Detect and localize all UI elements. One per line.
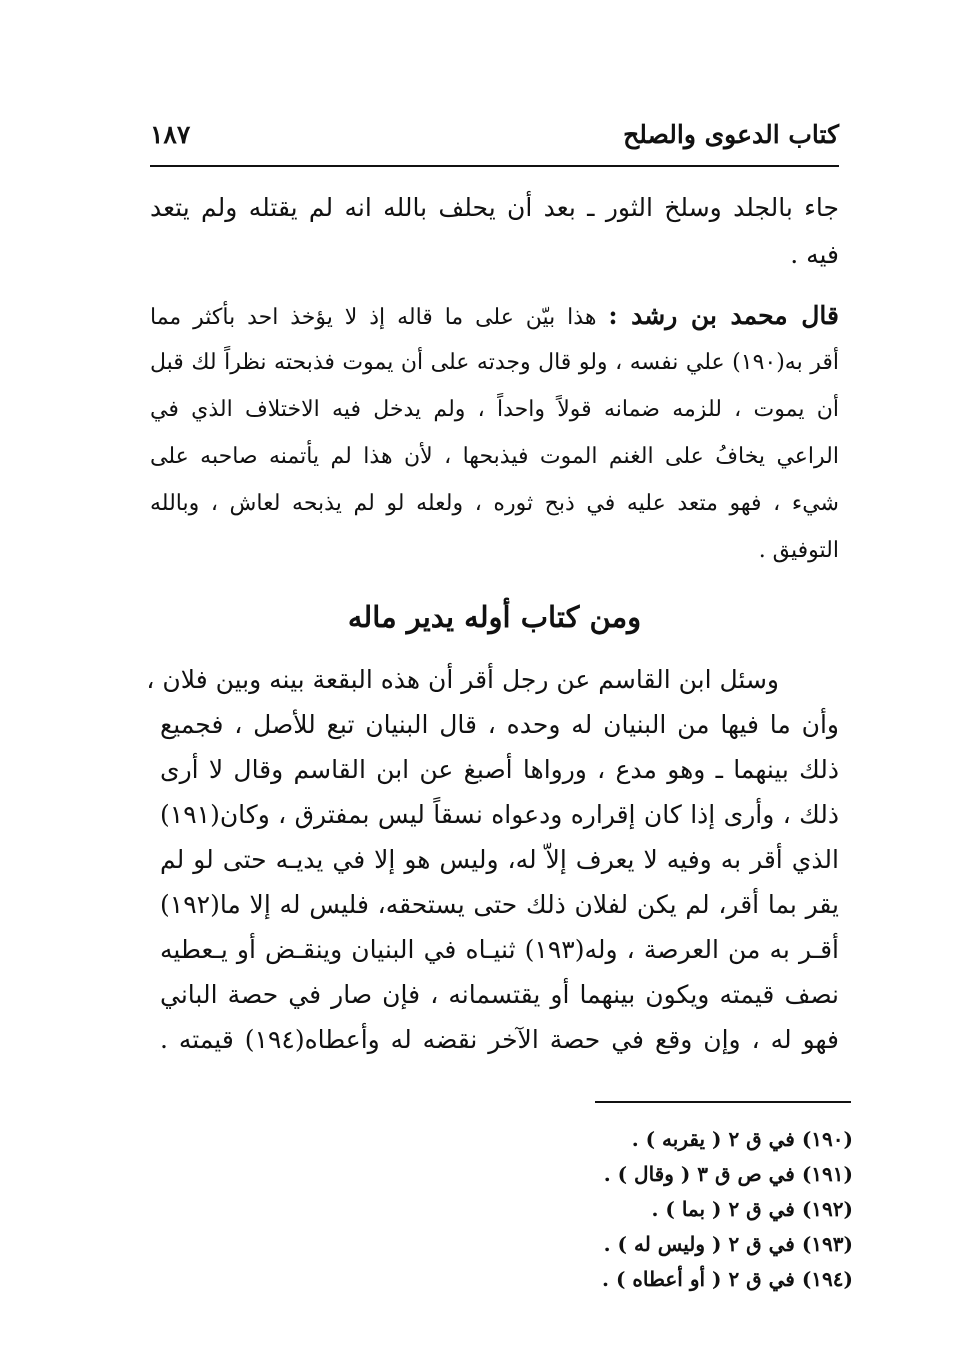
footnote: (١٩٠) في ق ٢ ( يقربه ) . — [631, 1127, 853, 1151]
paragraph-line: فهو له ، وإن وقع في حصة الآخر نقضه له وأعطاه(١٩٤) قيمته . — [160, 1025, 839, 1054]
header-divider — [150, 165, 839, 167]
footnote-divider — [595, 1101, 851, 1103]
commentary-text: هذا بيّن على ما قاله إذ لا يؤخذ احد بأكثر مما — [150, 305, 597, 330]
paragraph-line: شيء ، فهو متعد عليه في ذبح ثوره ، ولعله لو لم يذبحه لعاش ، وبالله — [150, 491, 839, 516]
paragraph-line: أقـر به من العرصة ، وله(١٩٣) ثنيـاه في البنيان وينقـض أو يـعطيه — [160, 935, 840, 964]
paragraph-line: وأن ما فيها من البنيان له وحده ، قال البنيان تبع للأصل ، فجميع — [160, 710, 839, 739]
footnote: (١٩١) في ص ق ٣ ( وقال ) . — [603, 1162, 853, 1186]
page-number: ١٨٧ — [150, 120, 191, 149]
paragraph-line: أقر به(١٩٠) علي نفسه ، ولو قال وجدته على أن يموت فذبحته نظراً لك قبل — [150, 350, 839, 375]
footnote: (١٩٤) في ق ٢ ( أو أعطاه ) . — [602, 1267, 853, 1291]
running-title: كتاب الدعوى والصلح — [623, 120, 839, 149]
paragraph-line: جاء بالجلد وسلخ الثور ـ بعد أن يحلف بالله انه لم يقتله ولم يتعد — [150, 193, 839, 222]
footnote: (١٩٣) في ق ٢ ( وليس له ) . — [603, 1232, 853, 1256]
speaker-label: قال محمد بن رشد : — [608, 301, 839, 330]
paragraph-line: ذلك بينهما ـ وهو مدع ، ورواها أصبغ عن ابن القاسم وقال لا أرى — [160, 755, 839, 784]
paragraph-line: ذلك ، وأرى إذا كان إقراره ودعواه نسقاً ليس بمفترق ، وكان(١٩١) — [160, 800, 839, 829]
paragraph-line: الراعي يخافُ على الغنم الموت فيذبحها ، لأن هذا لم يأتمنه صاحبه على — [150, 444, 839, 469]
paragraph-line: فيه . — [790, 240, 839, 269]
paragraph-line: أن يموت ، للزمه ضمانه قولاً واحداً ، ولم يدخل فيه الاختلاف الذي في — [150, 397, 839, 422]
paragraph-line: التوفيق . — [758, 538, 839, 563]
commentary-first-line — [150, 298, 839, 338]
footnote: (١٩٢) في ق ٢ ( بما ) . — [651, 1197, 853, 1221]
paragraph-line: يقر بما أقر، لم يكن لفلان ذلك حتى يستحقه، فليس له إلا ما(١٩٢) — [160, 890, 839, 919]
section-heading: ومن كتاب أوله يدير ماله — [347, 600, 642, 634]
paragraph-line: نصف قيمته ويكون بينهما أو يقتسمانه ، فإن صار في حصة الباني — [160, 980, 839, 1009]
paragraph-line: الذي أقر به وفيه لا يعرف إلاّ له، وليس هو إلا في يديـه حتى لو لم — [160, 845, 839, 874]
paragraph-line: وسئل ابن القاسم عن رجل أقر أن هذه البقعة بينه وبين فلان ، — [146, 665, 779, 694]
page-header — [150, 120, 839, 162]
